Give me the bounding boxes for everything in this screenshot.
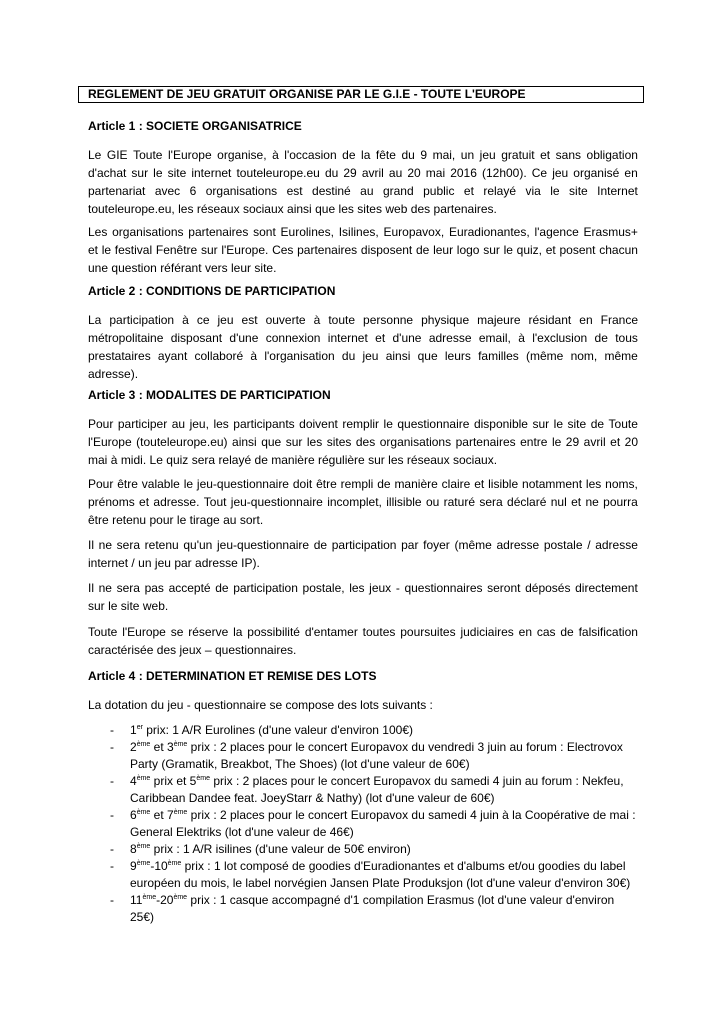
lot-rank: 1: [130, 723, 137, 737]
text-line: mai à midi. Le quiz sera relayé de manière régulière sur les réseaux sociaux.: [88, 453, 498, 467]
lot-item: [88, 739, 638, 773]
lot-rank-suffix: ème: [136, 741, 151, 748]
bullet-dash: -: [110, 723, 114, 737]
lot-rank-joiner: et: [150, 740, 167, 754]
lot-rank: 5: [189, 774, 197, 788]
text-line: Les organisations partenaires sont Eurolines, Isilines, Europavox, Euradionantes, l'agence Erasmus+: [88, 225, 638, 239]
lot-rank-joiner: -: [156, 893, 161, 907]
lot-rank: 10: [154, 859, 168, 873]
article1-paragraph-1: [88, 146, 638, 218]
bullet-dash: -: [110, 774, 114, 788]
lot-item: [88, 892, 638, 926]
lot-rank: 11: [130, 893, 143, 907]
text-line: adresse).: [88, 367, 139, 381]
article3-paragraph-1: [88, 415, 638, 469]
text-line: Il ne sera retenu qu'un jeu-questionnaire de participation par foyer (même adresse postale / adresse: [88, 538, 638, 552]
article3-paragraph-2: [88, 475, 638, 529]
article3-heading: Article 3 : MODALITES DE PARTICIPATION: [88, 388, 331, 402]
lot-rank-joiner: et: [150, 808, 167, 822]
bullet-dash: -: [110, 740, 114, 754]
lot-rank: 2: [130, 740, 137, 754]
bullet-dash: -: [110, 859, 114, 873]
lot-rank-suffix: ème: [136, 809, 151, 816]
text-line: l'Europe (touteleurope.eu) ainsi que sur les sites des organisations partenaires entre le 29 avril et 20: [88, 435, 638, 449]
text-line: et le festival Fenêtre sur l'Europe. Ces partenaires disposent de leur logo sur le quiz, et posent chacun: [88, 243, 638, 257]
text-line: internet / un jeu par adresse IP).: [88, 556, 260, 570]
text-line: La participation à ce jeu est ouverte à toute personne physique majeure résidant en France: [88, 313, 638, 327]
lot-rank: 3: [167, 740, 174, 754]
text-line: Pour participer au jeu, les participants doivent remplir le questionnaire disponible sur le site de Toute: [88, 417, 638, 431]
lot-rank-suffix: ème: [136, 775, 151, 782]
article3-paragraph-5: [88, 623, 638, 659]
document-title: REGLEMENT DE JEU GRATUIT ORGANISE PAR LE G.I.E - TOUTE L'EUROPE: [88, 87, 526, 101]
article2-heading: Article 2 : CONDITIONS DE PARTICIPATION: [88, 284, 336, 298]
article4-heading: Article 4 : DETERMINATION ET REMISE DES LOTS: [88, 669, 377, 683]
lot-item: [88, 858, 638, 892]
lot-item: [88, 841, 638, 858]
article3-paragraph-4: [88, 579, 638, 615]
article2-paragraph-1: [88, 311, 638, 383]
lot-rank-suffix: ème: [173, 809, 188, 816]
lot-rank-suffix: ème: [136, 843, 151, 850]
text-line: caractérisée des jeux – questionnaires.: [88, 643, 297, 657]
text-line: Le GIE Toute l'Europe organise, à l'occasion de la fête du 9 mai, un jeu gratuit et sans obligation: [88, 148, 638, 162]
lot-rank-suffix: ème: [167, 860, 182, 867]
text-line: une question référant vers leur site.: [88, 261, 277, 275]
text-line: Il ne sera pas accepté de participation postale, les jeux - questionnaires seront déposés directement: [88, 581, 638, 595]
lot-description: prix : 1 lot composé de goodies d'Euradionantes et d'albums et/ou goodies du label européen du mois, le label norvégien Jansen Plate Produksjon (lot d'une valeur d'environ 30€): [130, 859, 631, 890]
text-line: d'achat sur le site internet touteleurope.eu du 29 avril au 20 mai 2016 (12h00). Ce jeu organisé en: [88, 166, 638, 180]
article3-paragraph-3: [88, 536, 638, 572]
text-line: prestataires ayant collaboré à l'organisation du jeu ainsi que leurs familles (même nom, même: [88, 349, 638, 363]
article4-intro: [88, 696, 638, 714]
bullet-dash: -: [110, 808, 114, 822]
text-line: prénoms et adresse. Tout jeu-questionnaire incomplet, illisible ou raturé sera déclaré nul et ne pourra: [88, 495, 638, 509]
text-line: sur le site web.: [88, 599, 169, 613]
lot-description: prix: 1 A/R Eurolines (d'une valeur d'environ 100€): [142, 723, 413, 737]
lot-rank: 6: [130, 808, 137, 822]
article4-intro-text: La dotation du jeu - questionnaire se compose des lots suivants :: [88, 698, 433, 712]
article1-heading: Article 1 : SOCIETE ORGANISATRICE: [88, 119, 302, 133]
text-line: touteleurope.eu, les réseaux sociaux ainsi que les sites web des partenaires.: [88, 202, 497, 216]
article1-paragraph-2: [88, 223, 638, 277]
lot-description: prix : 2 places pour le concert Europavox du vendredi 3 juin au forum : Electrovox Party (Gramatik, Breakbot, The Shoes) (lot d'une valeur de 60€): [130, 740, 623, 771]
bullet-dash: -: [110, 893, 114, 907]
lot-item: [88, 807, 638, 841]
lot-rank: 7: [167, 808, 174, 822]
text-line: Toute l'Europe se réserve la possibilité d'entamer toutes poursuites judiciaires en cas de falsification: [88, 625, 638, 639]
lot-rank-joiner: -: [150, 859, 155, 873]
lot-item: [88, 722, 638, 739]
lots-list: [88, 722, 638, 926]
lot-rank-suffix: ème: [136, 860, 151, 867]
lot-rank: 8: [130, 842, 137, 856]
text-line: être retenu pour le tirage au sort.: [88, 513, 264, 527]
lot-description: prix : 1 A/R isilines (d'une valeur de 50€ environ): [150, 842, 411, 856]
text-line: partenariat avec 6 organisations est destiné au grand public et relayé via le site Internet: [88, 184, 638, 198]
lot-rank-suffix: ème: [196, 775, 210, 782]
bullet-dash: -: [110, 842, 114, 856]
lot-item: [88, 773, 638, 807]
lot-rank: 9: [130, 859, 137, 873]
lot-description: prix : 2 places pour le concert Europavox du samedi 4 juin au forum : Nekfeu, Caribbean Dandee feat. JoeyStarr & Nathy) (lot d'une valeur de 60€): [130, 774, 624, 805]
lot-rank: 4: [130, 774, 137, 788]
lot-rank-joiner: prix et: [150, 774, 190, 788]
lot-rank-suffix: ème: [142, 894, 157, 901]
lot-rank-suffix: ème: [173, 894, 188, 901]
lot-description: prix : 2 places pour le concert Europavox du samedi 4 juin à la Coopérative de mai : General Elektriks (lot d'une valeur de 46€): [130, 808, 636, 839]
text-line: métropolitaine disposant d'une connexion internet et d'une adresse email, à l'exclusion de tous: [88, 331, 638, 345]
lot-rank-suffix: er: [136, 724, 143, 731]
text-line: Pour être valable le jeu-questionnaire doit être rempli de manière claire et lisible notamment les noms,: [88, 477, 638, 491]
lot-rank: 20: [160, 893, 174, 907]
lot-description: prix : 1 casque accompagné d'1 compilation Erasmus (lot d'une valeur d'environ 25€): [130, 893, 615, 924]
lot-rank-suffix: ème: [173, 741, 188, 748]
